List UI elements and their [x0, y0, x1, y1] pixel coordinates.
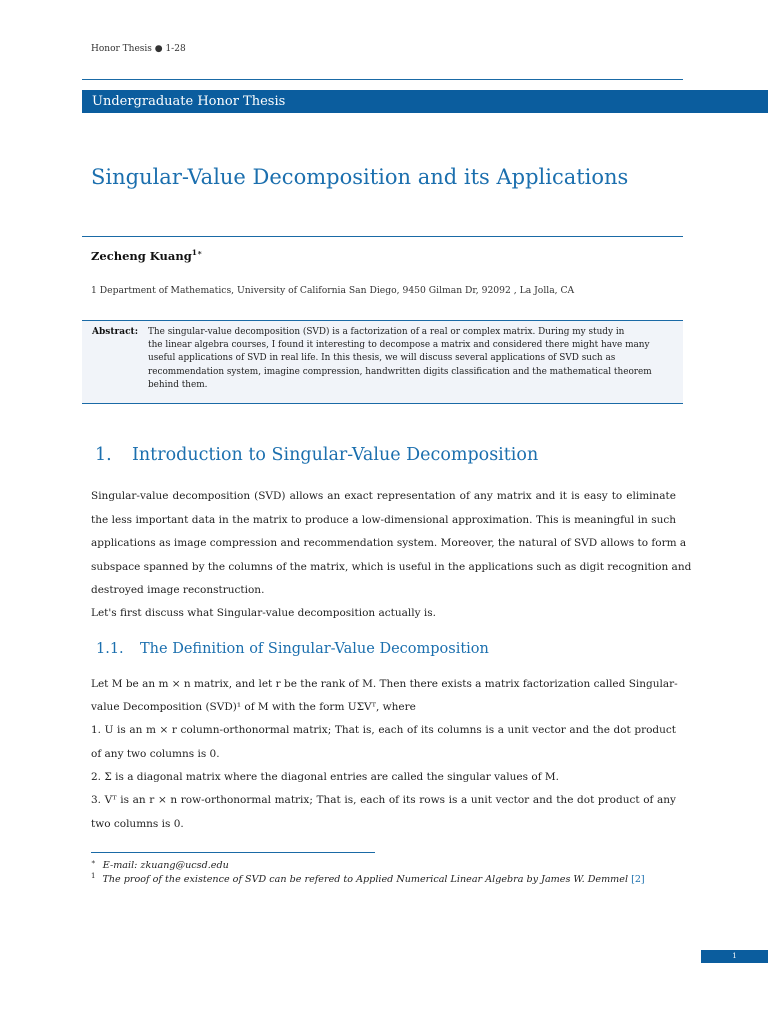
- abstract-line: the linear algebra courses, I found it interesting to decompose a matrix and considered there might have many: [148, 340, 650, 350]
- body-line: value Decomposition (SVD)¹ of M with the form UΣVᵀ, where: [91, 701, 416, 713]
- header-rule: [82, 79, 683, 80]
- footnote-text: The proof of the existence of SVD can be refered to Applied Numerical Linear Algebra by James W. Demmel: [102, 874, 632, 886]
- footnote-rule: [91, 852, 375, 853]
- body-line: the less important data in the matrix to produce a low-dimensional approximation. This is meaningful in such: [91, 514, 676, 526]
- footnote-svd-proof: [91, 872, 645, 885]
- running-head: Honor Thesis ● 1-28: [91, 44, 186, 54]
- body-line: destroyed image reconstruction.: [91, 584, 265, 596]
- abstract-line: The singular-value decomposition (SVD) is a factorization of a real or complex matrix. During my study in: [148, 327, 625, 337]
- affiliation: 1 Department of Mathematics, University of California San Diego, 9450 Gilman Dr, 92092 , La Jolla, CA: [91, 285, 575, 296]
- footnote-mark: ∗: [91, 858, 96, 866]
- body-line: Let M be an m × n matrix, and let r be the rank of M. Then there exists a matrix factorization called Singular-: [91, 678, 678, 690]
- subsection-number: 1.1.: [96, 641, 124, 657]
- abstract-top-rule: [82, 320, 683, 321]
- body-line: subspace spanned by the columns of the matrix, which is useful in the applications such as digit recognition and: [91, 561, 692, 573]
- footnote-email: [91, 858, 229, 871]
- body-line: Let's first discuss what Singular-value decomposition actually is.: [91, 607, 436, 619]
- body-line: of any two columns is 0.: [91, 748, 220, 760]
- body-line: applications as image compression and recommendation system. Moreover, the natural of SVD allows to form a: [91, 537, 687, 549]
- abstract-bottom-rule: [82, 403, 683, 404]
- subsection-title: The Definition of Singular-Value Decomposition: [140, 641, 489, 657]
- thesis-banner: Undergraduate Honor Thesis: [82, 90, 768, 113]
- body-line: 3. Vᵀ is an r × n row-orthonormal matrix; That is, each of its rows is a unit vector and the dot product of any: [91, 794, 676, 806]
- author-marks: 1∗: [191, 248, 203, 257]
- footnote-mark: 1: [91, 872, 96, 880]
- section-number: 1.: [95, 445, 112, 465]
- body-line: two columns is 0.: [91, 818, 184, 830]
- body-line: 1. U is an m × r column-orthonormal matrix; That is, each of its columns is a unit vector and the dot product: [91, 724, 676, 736]
- abstract-line: behind them.: [148, 380, 208, 390]
- subsection-heading: [96, 641, 489, 657]
- page-number: 1: [701, 950, 768, 963]
- section-heading: [95, 445, 538, 465]
- author-name: Zecheng Kuang$^{1∗}$: [91, 248, 203, 263]
- paper-title: Singular-Value Decomposition and its Applications: [91, 165, 629, 189]
- body-line: 2. Σ is a diagonal matrix where the diagonal entries are called the singular values of M.: [91, 771, 560, 783]
- section-title: Introduction to Singular-Value Decomposition: [132, 445, 539, 465]
- abstract-line: useful applications of SVD in real life. In this thesis, we will discuss several applications of SVD such as: [148, 353, 616, 363]
- abstract-label: Abstract:: [92, 327, 139, 337]
- abstract-line: recommendation system, imagine compression, handwritten digits classification and the mathematical theorem: [148, 367, 652, 377]
- footnote-text: E-mail: zkuang@ucsd.edu: [102, 860, 229, 872]
- body-line: Singular-value decomposition (SVD) allows an exact representation of any matrix and it is easy to eliminate: [91, 490, 676, 502]
- title-rule: [82, 236, 683, 237]
- citation-link[interactable]: [2]: [631, 874, 645, 886]
